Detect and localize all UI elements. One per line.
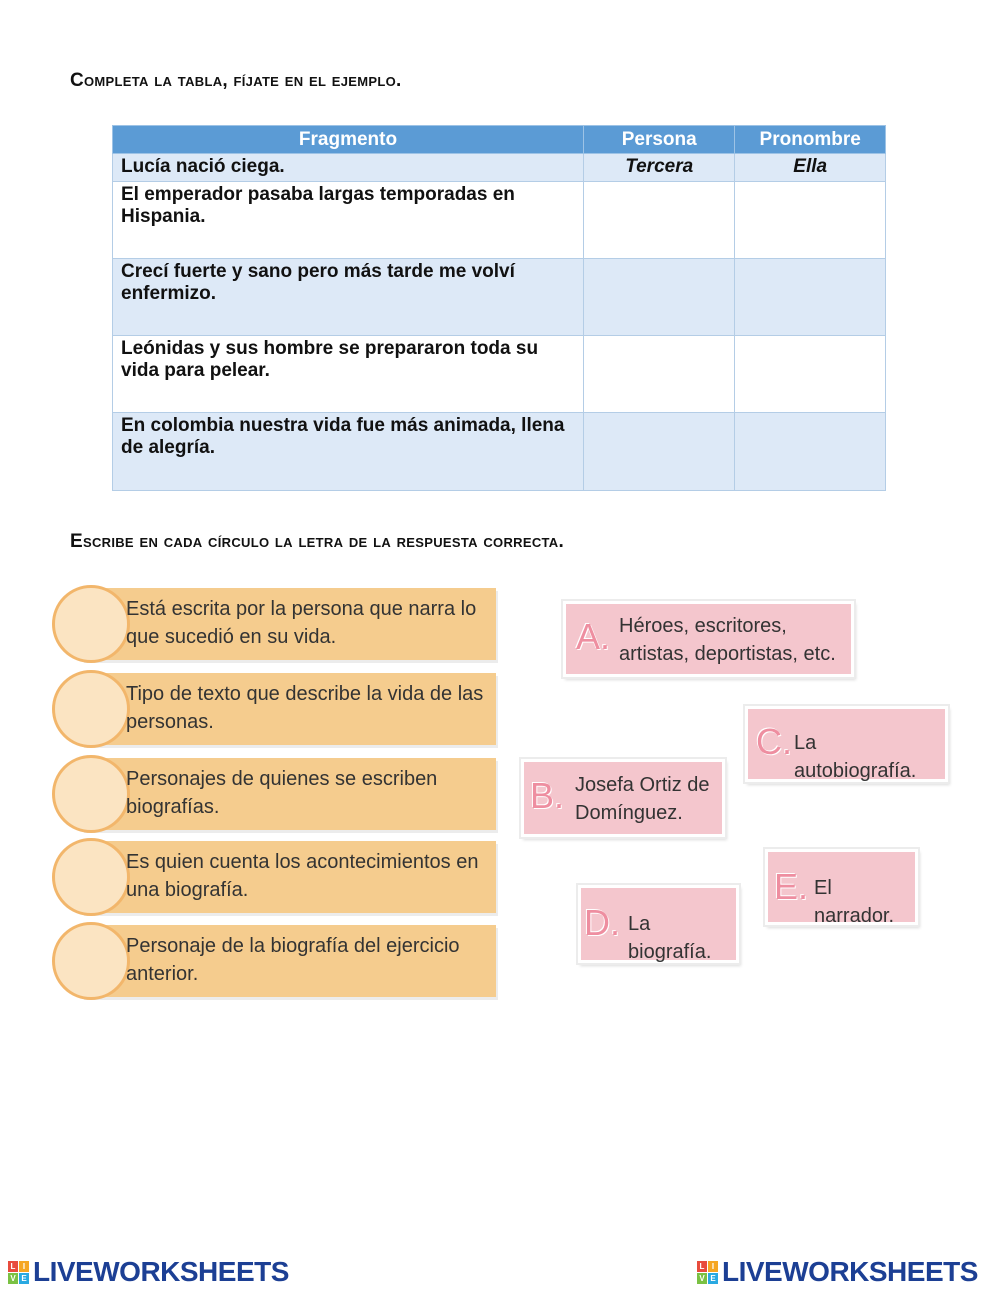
row-fragment: En colombia nuestra vida fue más animada, llena de alegría.: [113, 413, 584, 491]
pronoun-answer-cell[interactable]: [735, 413, 886, 491]
answer-text-e: El narrador.: [814, 877, 895, 927]
header-pronombre: Pronombre: [735, 126, 886, 154]
table-row: [113, 182, 886, 259]
table-row: [113, 259, 886, 336]
answer-text-a: Héroes, escritores, artistas, deportistas, etc.: [619, 615, 836, 665]
answer-card-d: [578, 885, 739, 963]
pronoun-answer-cell[interactable]: [735, 259, 886, 336]
statement-card-5: [52, 922, 460, 1000]
liveworksheets-brand: LIVEWORKSHEETS: [722, 1256, 978, 1287]
pronoun-table: [112, 125, 886, 491]
liveworksheets-mark-icon: L I V E: [697, 1261, 718, 1284]
table-row: [113, 413, 886, 491]
section-1-heading: Completa la tabla, fíjate en el ejemplo.: [70, 70, 402, 91]
statement-text: Personaje de la biografía del ejercicio anterior.: [126, 935, 460, 985]
statement-card-3: [52, 755, 448, 833]
example-pronoun: Ella: [735, 154, 886, 182]
statement-text: Tipo de texto que describe la vida de las personas.: [126, 683, 484, 733]
answer-circle-1[interactable]: [52, 585, 130, 663]
answer-card-b: [521, 759, 725, 837]
liveworksheets-logo-right: [697, 1256, 978, 1288]
person-answer-cell[interactable]: [583, 413, 734, 491]
liveworksheets-mark-icon: L I V E: [8, 1261, 29, 1284]
row-fragment: El emperador pasaba largas temporadas en Hispania.: [113, 182, 584, 259]
table-row: [113, 336, 886, 413]
example-fragment: Lucía nació ciega.: [113, 154, 584, 182]
answer-letter-e: E.: [774, 866, 809, 907]
liveworksheets-brand: LIVEWORKSHEETS: [33, 1256, 289, 1287]
answer-letter-c: C.: [756, 721, 792, 762]
statement-card-1: [52, 585, 477, 663]
statement-text: Personajes de quienes se escriben biografías.: [126, 768, 438, 818]
statement-text: Está escrita por la persona que narra lo que sucedió en su vida.: [126, 598, 477, 648]
header-persona: Persona: [583, 126, 734, 154]
person-answer-cell[interactable]: [583, 182, 734, 259]
statement-card-2: [52, 670, 484, 748]
answer-card-e: [765, 849, 918, 925]
row-fragment: Leónidas y sus hombre se prepararon toda su vida para pelear.: [113, 336, 584, 413]
pronoun-answer-cell[interactable]: [735, 182, 886, 259]
answer-circle-2[interactable]: [52, 670, 130, 748]
pronoun-answer-cell[interactable]: [735, 336, 886, 413]
person-answer-cell[interactable]: [583, 259, 734, 336]
answer-letter-d: D.: [584, 902, 620, 943]
statement-text: Es quien cuenta los acontecimientos en una biografía.: [126, 851, 479, 901]
header-fragmento: Fragmento: [113, 126, 584, 154]
example-person: Tercera: [583, 154, 734, 182]
answer-letter-b: B.: [530, 775, 565, 816]
answer-circle-3[interactable]: [52, 755, 130, 833]
answer-card-a: [563, 601, 854, 677]
answer-text-d: La biografía.: [628, 913, 712, 963]
row-fragment: Crecí fuerte y sano pero más tarde me volví enfermizo.: [113, 259, 584, 336]
example-row: [113, 154, 886, 182]
answer-circle-4[interactable]: [52, 838, 130, 916]
person-answer-cell[interactable]: [583, 336, 734, 413]
answer-letter-a: A.: [576, 616, 611, 657]
statement-card-4: [52, 838, 479, 916]
answer-circle-5[interactable]: [52, 922, 130, 1000]
answer-card-c: [745, 706, 948, 782]
liveworksheets-logo-left: [8, 1256, 289, 1288]
table-header-row: [113, 126, 886, 154]
answer-text-b: Josefa Ortiz de Domínguez.: [575, 774, 710, 824]
answer-text-c: La autobiografía.: [794, 732, 917, 782]
section-2-heading: Escribe en cada círculo la letra de la respuesta correcta.: [70, 531, 565, 552]
